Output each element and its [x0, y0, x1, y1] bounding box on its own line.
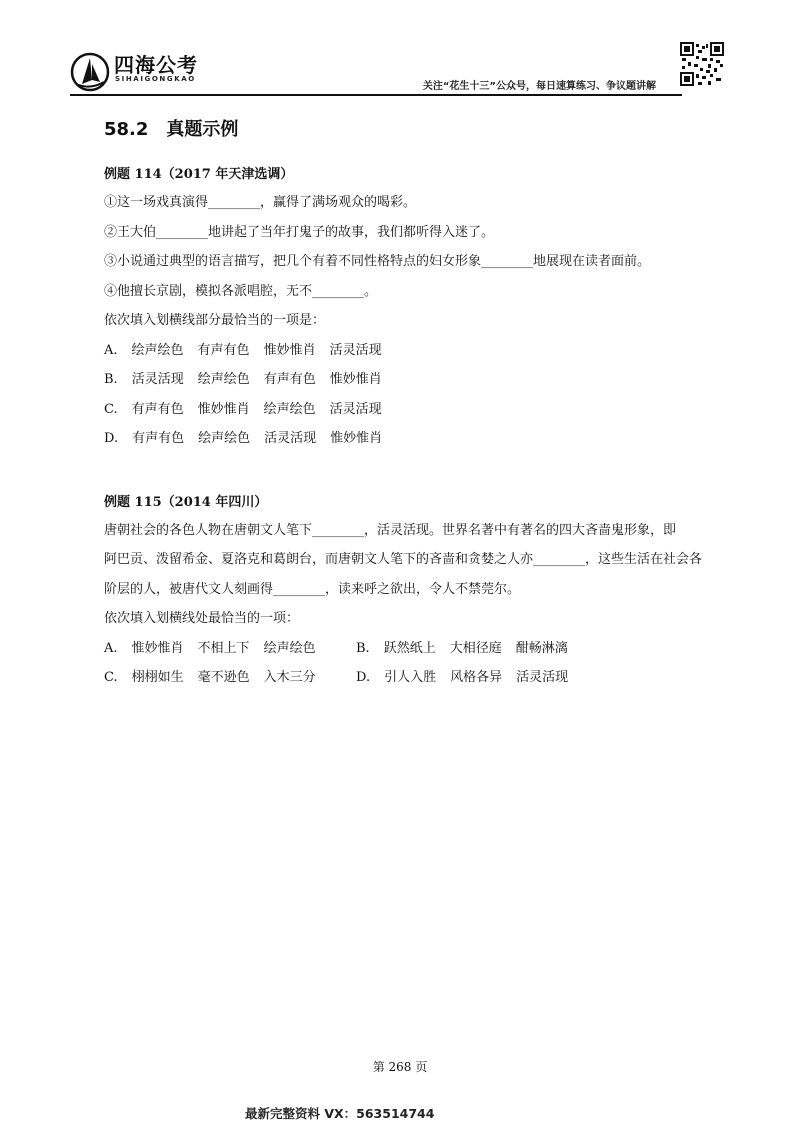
option-word: 活灵活现	[516, 670, 569, 685]
options-row-2	[104, 663, 704, 693]
option-word: 活灵活现	[264, 431, 317, 446]
option-a	[104, 634, 356, 664]
example-114-title: 例题 114（2017 年天津选调）	[104, 167, 294, 182]
option-word: 惟妙惟肖	[329, 372, 382, 387]
option-label: D.	[356, 670, 371, 685]
option-word: 惟妙惟肖	[197, 401, 250, 417]
example-114-line: ①这一场戏真演得________，赢得了满场观众的喝彩。	[104, 195, 417, 210]
option-word: 惟妙惟肖	[263, 342, 316, 358]
option-word: 绘声绘色	[198, 431, 251, 446]
option-word: 不相上下	[197, 640, 250, 656]
example-115-paragraph-line: 阿巴贡、泼留希金、夏洛克和葛朗台，而唐朝文人笔下的吝啬和贪婪之人亦________，这些生活在社会各	[104, 552, 703, 567]
option-c	[104, 395, 704, 425]
option-label: A.	[104, 342, 118, 358]
option-b	[104, 365, 704, 395]
option-b	[356, 634, 608, 664]
option-word: 惟妙惟肖	[131, 640, 184, 656]
section-title	[104, 115, 238, 141]
example-115-title: 例题 115（2014 年四川）	[104, 494, 268, 510]
option-word: 栩栩如生	[131, 670, 184, 685]
logo-subtext: SIHAIGONGKAO	[115, 75, 196, 83]
option-word: 绘声绘色	[131, 342, 184, 358]
option-word: 活灵活现	[329, 342, 382, 358]
option-word: 绘声绘色	[263, 640, 316, 656]
option-word: 风格各异	[450, 670, 503, 685]
option-word: 有声有色	[263, 372, 316, 387]
option-word: 入木三分	[263, 670, 316, 685]
option-word: 跃然纸上	[383, 640, 436, 656]
option-label: C.	[104, 401, 118, 417]
logo-text: 四海公考	[114, 53, 198, 77]
spacer	[104, 454, 704, 490]
option-word: 毫不逊色	[197, 670, 250, 685]
footer-ad: 最新完整资料 VX：563514744	[245, 1106, 435, 1121]
option-word: 绘声绘色	[263, 401, 316, 417]
page-header	[70, 40, 726, 102]
qr-code-icon	[680, 42, 724, 86]
option-d	[356, 663, 608, 693]
option-word: 有声有色	[131, 401, 184, 417]
option-word: 有声有色	[197, 342, 250, 358]
option-word: 活灵活现	[329, 401, 382, 417]
option-word: 引人入胜	[384, 670, 437, 685]
example-115-paragraph-line: 唐朝社会的各色人物在唐朝文人笔下________，活灵活现。世界名著中有著名的四大吝啬鬼形象，即	[104, 522, 677, 538]
example-114-line: ②王大伯________地讲起了当年打鬼子的故事，我们都听得入迷了。	[104, 224, 495, 240]
example-115-question: 依次填入划横线处最恰当的一项：	[104, 611, 300, 626]
example-115-paragraph-line: 阶层的人，被唐代文人刻画得________，读来呼之欲出，令人不禁莞尔。	[104, 581, 521, 597]
example-114-line: ④他擅长京剧，模拟各派唱腔，无不________。	[104, 283, 378, 299]
example-114-line: ③小说通过典型的语言描写，把几个有着不同性格特点的妇女形象________地展现在读者面前。	[104, 254, 651, 269]
option-d	[104, 424, 704, 454]
option-word: 酣畅淋漓	[515, 640, 568, 656]
option-word: 绘声绘色	[197, 372, 250, 387]
page-number: 第 268 页	[372, 1060, 428, 1074]
option-c	[104, 663, 356, 693]
option-label: D.	[104, 431, 119, 446]
option-a	[104, 336, 704, 366]
option-label: C.	[104, 670, 118, 685]
option-label: B.	[104, 372, 118, 387]
option-word: 惟妙惟肖	[330, 431, 383, 446]
option-label: A.	[104, 640, 118, 656]
header-slogan: 关注“花生十三”公众号，每日速算练习、争议题讲解	[422, 81, 656, 92]
options-row-1	[104, 634, 704, 664]
option-label: B.	[356, 640, 370, 656]
option-word: 有声有色	[132, 431, 185, 446]
header-divider	[70, 94, 682, 96]
example-114-question: 依次填入划横线部分最恰当的一项是：	[104, 313, 326, 328]
option-word: 大相径庭	[449, 640, 502, 656]
section-heading: 真题示例	[166, 119, 239, 140]
section-number: 58.2	[104, 119, 149, 140]
option-word: 活灵活现	[131, 372, 184, 387]
main-content	[104, 162, 704, 693]
